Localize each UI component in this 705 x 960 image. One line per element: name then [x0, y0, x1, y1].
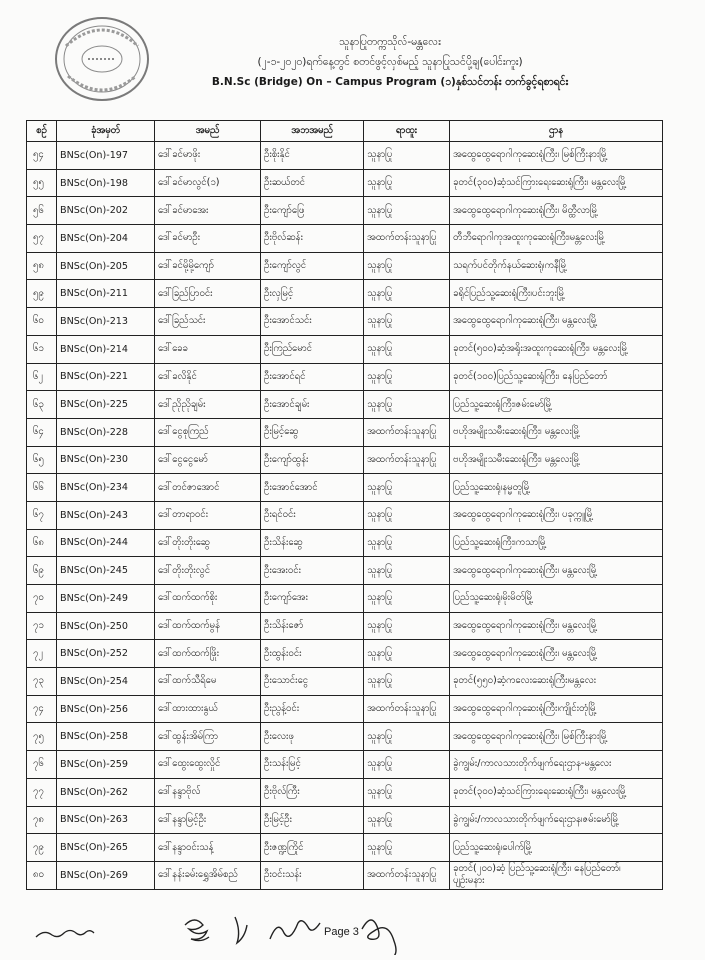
cell-rank: သူနာပြု — [364, 778, 450, 806]
cell-department: ဗဟိုအမျိုးသမီးဆေးရုံကြီး၊ မန္တလေးမြို့ — [450, 446, 663, 474]
cell-roll-no: BNSc(On)-225 — [57, 391, 155, 419]
table-row — [27, 751, 663, 779]
cell-department: သရက်ပင်တိုက်နယ်ဆေးရုံ၊ကနီမြို့ — [450, 252, 663, 280]
cell-roll-no: BNSc(On)-254 — [57, 668, 155, 696]
col-header-serial: စဉ် — [27, 121, 57, 142]
cell-serial: ၇၁ — [27, 612, 57, 640]
cell-roll-no: BNSc(On)-243 — [57, 501, 155, 529]
cell-serial: ၆၇ — [27, 501, 57, 529]
col-header-father-name: အဘအမည် — [261, 121, 364, 142]
cell-father-name: ဦးရင်ဝင်း — [261, 501, 364, 529]
cell-father-name: ဦးသိန်းဇော် — [261, 612, 364, 640]
cell-roll-no: BNSc(On)-249 — [57, 585, 155, 613]
cell-serial: ၆၅ — [27, 446, 57, 474]
table-row — [27, 612, 663, 640]
cell-serial: ၇၄ — [27, 695, 57, 723]
table-row — [27, 169, 663, 197]
cell-name: ဒေါ်နန္ဒာဝင်းသန့် — [155, 834, 261, 862]
cell-roll-no: BNSc(On)-228 — [57, 418, 155, 446]
header-university: သူနာပြုတက္ကသိုလ်-မန္တလေး — [339, 36, 441, 48]
col-header-rank: ရာထူး — [364, 121, 450, 142]
department-line-1: ခုတင်(၂၀၀)ဆံ့ ပြည်သူ့ဆေးရုံကြီး၊ နေပြည်တော်၊ — [453, 863, 621, 875]
table-row — [27, 474, 663, 502]
cell-serial: ၆၄ — [27, 418, 57, 446]
table-row — [27, 418, 663, 446]
cell-name: ဒေါ်နန်းခမ်းရွှေအိမ်စည် — [155, 861, 261, 889]
cell-rank: သူနာပြု — [364, 308, 450, 336]
cell-department: ခုတင်(၁၀၀)ပြည်သူ့ဆေးရုံကြီး၊ နေပြည်တော် — [450, 363, 663, 391]
cell-father-name: ဦးဗိုလ်ကြီး — [261, 778, 364, 806]
cell-department: ခုတင်(၅၀၀)ဆံ့အရိုးအထူးကုဆေးရုံကြီး၊ မန္တလေးမြို့ — [450, 335, 663, 363]
cell-father-name: ဦးမြင့်ဆွေ — [261, 418, 364, 446]
cell-roll-no: BNSc(On)-198 — [57, 169, 155, 197]
cell-serial: ၇၀ — [27, 585, 57, 613]
cell-name: ဒေါ်ခေခ — [155, 335, 261, 363]
cell-father-name: ဦးအေးဝင်း — [261, 557, 364, 585]
cell-name: ဒေါ်ခြည်သင်း — [155, 308, 261, 336]
cell-serial: ၆၈ — [27, 529, 57, 557]
cell-father-name: ဦးအောင်ရင် — [261, 363, 364, 391]
table-row — [27, 501, 663, 529]
cell-name: ဒေါ်ခြည်ပြာဝင်း — [155, 280, 261, 308]
cell-department: ခွဲကျွမ်း/ကာလသားတိုက်ဖျက်ရေးဌာန၊ဇမ်းမော်မြို့ — [450, 806, 663, 834]
cell-name: ဒေါ်ထက်သီရိမေ — [155, 668, 261, 696]
cell-name: ဒေါ်တင်ဇာအောင် — [155, 474, 261, 502]
signatures-handwritten — [30, 905, 330, 955]
cell-department: အထွေထွေရောဂါကုဆေးရုံကြီး၊ မန္တလေးမြို့ — [450, 612, 663, 640]
table-row — [27, 668, 663, 696]
cell-roll-no: BNSc(On)-244 — [57, 529, 155, 557]
table-row — [27, 225, 663, 253]
cell-rank: သူနာပြု — [364, 668, 450, 696]
cell-roll-no: BNSc(On)-265 — [57, 834, 155, 862]
cell-roll-no: BNSc(On)-234 — [57, 474, 155, 502]
table-row — [27, 640, 663, 668]
cell-rank: သူနာပြု — [364, 142, 450, 170]
col-header-department: ဌာန — [450, 121, 663, 142]
cell-department: ခရိုင်ပြည်သူ့ဆေးရုံကြီး၊ပင်းဘူးမြို့ — [450, 280, 663, 308]
cell-father-name: ဦးဝင်းသန်း — [261, 861, 364, 889]
cell-name: ဒေါ်ခင်မာဖိုး — [155, 142, 261, 170]
cell-serial: ၅၇ — [27, 225, 57, 253]
cell-father-name: ဦးကျော်လွင် — [261, 252, 364, 280]
cell-department: ဗဟိုအမျိုးသမီးဆေးရုံကြီး၊ မန္တလေးမြို့ — [450, 418, 663, 446]
cell-department: ခုတင်(၃၀၀)ဆံ့သင်ကြားရေးဆေးရုံကြီး၊ မန္တလေးမြို့ — [450, 778, 663, 806]
cell-father-name: ဦးကြည်မောင် — [261, 335, 364, 363]
cell-father-name: ဦးဗိုလ်ဆန်း — [261, 225, 364, 253]
cell-rank: သူနာပြု — [364, 557, 450, 585]
cell-rank: အထက်တန်းသူနာပြု — [364, 418, 450, 446]
col-header-name: အမည် — [155, 121, 261, 142]
cell-father-name: ဦးသိန်းဆွေ — [261, 529, 364, 557]
cell-rank: သူနာပြု — [364, 252, 450, 280]
cell-department: အထွေထွေရောဂါကုဆေးရုံကြီး၊ မြစ်ကြီးနားမြို့ — [450, 142, 663, 170]
cell-serial: ၇၃ — [27, 668, 57, 696]
table-row — [27, 585, 663, 613]
cell-department: တီဘီရောဂါကုအထူးကုဆေးရုံကြီး၊မန္တလေးမြို့ — [450, 225, 663, 253]
cell-father-name: ဦးအောင်ချမ်း — [261, 391, 364, 419]
cell-rank: သူနာပြု — [364, 612, 450, 640]
cell-rank: သူနာပြု — [364, 197, 450, 225]
cell-serial: ၅၅ — [27, 169, 57, 197]
cell-roll-no: BNSc(On)-245 — [57, 557, 155, 585]
cell-father-name: ဦးကျော်အေး — [261, 585, 364, 613]
table-row — [27, 723, 663, 751]
cell-name: ဒေါ်တိုးတိုးလွင် — [155, 557, 261, 585]
cell-father-name: ဦးအောင်သင်း — [261, 308, 364, 336]
col-header-roll-no: ခုံအမှတ် — [57, 121, 155, 142]
cell-name: ဒေါ်နန္ဒာမြင့်ဦး — [155, 806, 261, 834]
cell-serial: ၈၀ — [27, 861, 57, 889]
cell-father-name: ဦးလှမြင့် — [261, 280, 364, 308]
table-row — [27, 834, 663, 862]
cell-name: ဒေါ်ထွေးထွေးလှိုင် — [155, 751, 261, 779]
cell-rank: သူနာပြု — [364, 640, 450, 668]
table-body — [27, 142, 663, 890]
cell-department: အထွေထွေရောဂါကုဆေးရုံကြီး၊ မိတ္ထီလာမြို့ — [450, 197, 663, 225]
cell-rank: အထက်တန်းသူနာပြု — [364, 446, 450, 474]
table-row — [27, 363, 663, 391]
cell-department — [450, 861, 663, 889]
cell-rank: သူနာပြု — [364, 474, 450, 502]
cell-father-name: ဦးကျော်ထွန်း — [261, 446, 364, 474]
cell-father-name: ဦးထွန်းဝင်း — [261, 640, 364, 668]
cell-serial: ၅၉ — [27, 280, 57, 308]
cell-roll-no: BNSc(On)-269 — [57, 861, 155, 889]
cell-father-name: ဦးအောင်အောင် — [261, 474, 364, 502]
cell-serial: ၇၈ — [27, 806, 57, 834]
cell-rank: အထက်တန်းသူနာပြု — [364, 861, 450, 889]
cell-roll-no: BNSc(On)-250 — [57, 612, 155, 640]
table-row — [27, 806, 663, 834]
cell-name: ဒေါ်ခင်မာလွင်(၁) — [155, 169, 261, 197]
cell-roll-no: BNSc(On)-256 — [57, 695, 155, 723]
cell-department: အထွေထွေရောဂါကုဆေးရုံကြီး၊ မန္တလေးမြို့ — [450, 557, 663, 585]
cell-rank: သူနာပြု — [364, 363, 450, 391]
table-row — [27, 529, 663, 557]
cell-roll-no: BNSc(On)-230 — [57, 446, 155, 474]
cell-serial: ၆၀ — [27, 308, 57, 336]
cell-serial: ၅၆ — [27, 197, 57, 225]
cell-name: ဒေါ်တိုးတိုးဆွေ — [155, 529, 261, 557]
cell-roll-no: BNSc(On)-205 — [57, 252, 155, 280]
cell-rank: သူနာပြု — [364, 585, 450, 613]
cell-father-name: ဦးညွန့်ဝင်း — [261, 695, 364, 723]
official-seal-stamp — [52, 14, 152, 104]
cell-father-name: ဦးသောင်းငွေ — [261, 668, 364, 696]
cell-rank: သူနာပြု — [364, 280, 450, 308]
cell-serial: ၆၉ — [27, 557, 57, 585]
table-row — [27, 252, 663, 280]
cell-roll-no: BNSc(On)-202 — [57, 197, 155, 225]
cell-rank: သူနာပြု — [364, 806, 450, 834]
cell-roll-no: BNSc(On)-262 — [57, 778, 155, 806]
header-program-title: B.N.Sc (Bridge) On – Campus Program (၁)နှစ်သင်တန်း တက်ခွင့်ရစာရင်း — [211, 76, 569, 88]
table-row — [27, 391, 663, 419]
cell-department: ခုတင်(၅၅၀)ဆံ့ကလေးဆေးရုံကြီး၊မန္တလေး — [450, 668, 663, 696]
cell-name: ဒေါ်ထက်ထက်ဖြိုး — [155, 640, 261, 668]
cell-roll-no: BNSc(On)-221 — [57, 363, 155, 391]
cell-serial: ၅၄ — [27, 142, 57, 170]
cell-name: ဒေါ်ထားထားနွယ် — [155, 695, 261, 723]
cell-rank: သူနာပြု — [364, 529, 450, 557]
table-header-row — [27, 121, 663, 142]
table-row — [27, 861, 663, 889]
cell-serial: ၇၅ — [27, 723, 57, 751]
header-course-date: (၂-၁-၂၀၂၀)ရက်နေ့တွင် စတင်ဖွင့်လှစ်မည့် သူနာပြုသင်ပို့ချ(ပေါင်းကူး) — [257, 56, 523, 68]
cell-serial: ၇၂ — [27, 640, 57, 668]
cell-rank: သူနာပြု — [364, 501, 450, 529]
cell-roll-no: BNSc(On)-252 — [57, 640, 155, 668]
cell-rank: သူနာပြု — [364, 723, 450, 751]
admission-list-table — [26, 120, 663, 890]
cell-father-name: ဦးဆယ်တင် — [261, 169, 364, 197]
cell-name: ဒေါ်ငွေစုကြည် — [155, 418, 261, 446]
cell-serial: ၇၉ — [27, 834, 57, 862]
cell-department: အထွေထွေရောဂါကုဆေးရုံကြီး၊ကျိုင်းတုံမြို့ — [450, 695, 663, 723]
cell-rank: သူနာပြု — [364, 335, 450, 363]
cell-name: ဒေါ်ခင်မာဦး — [155, 225, 261, 253]
cell-department: ပြည်သူ့ဆေးရုံ၊နမ္မတူမြို့ — [450, 474, 663, 502]
document-header — [150, 32, 630, 92]
cell-department: အထွေထွေရောဂါကုဆေးရုံကြီး၊ မန္တလေးမြို့ — [450, 308, 663, 336]
cell-department: ပြည်သူ့ဆေးရုံကြီး၊ကသာမြို့ — [450, 529, 663, 557]
cell-father-name: ဦးမြင့်ဦး — [261, 806, 364, 834]
cell-serial: ၆၆ — [27, 474, 57, 502]
cell-rank: သူနာပြု — [364, 169, 450, 197]
cell-name: ဒေါ်တာရာဝင်း — [155, 501, 261, 529]
department-line-2: ပျဉ်းမနား — [453, 875, 485, 887]
signature-right — [352, 905, 422, 955]
table-row — [27, 308, 663, 336]
cell-name: ဒေါ်ခင်မာအေး — [155, 197, 261, 225]
cell-name: ဒေါ်ခင်မို့မို့ကျော် — [155, 252, 261, 280]
cell-roll-no: BNSc(On)-213 — [57, 308, 155, 336]
cell-name: ဒေါ်နန္ဒာဗိုလ် — [155, 778, 261, 806]
cell-serial: ၆၃ — [27, 391, 57, 419]
table-row — [27, 335, 663, 363]
cell-department: အထွေထွေရောဂါကုဆေးရုံကြီး၊ ပခုက္ကူမြို့ — [450, 501, 663, 529]
cell-rank: သူနာပြု — [364, 391, 450, 419]
cell-father-name: ဦးသန်းမြင့် — [261, 751, 364, 779]
cell-department: ပြည်သူ့ဆေးရုံ၊ပေါက်မြို့ — [450, 834, 663, 862]
cell-serial: ၆၂ — [27, 363, 57, 391]
table-row — [27, 197, 663, 225]
cell-name: ဒေါ်ထက်ထက်မွန် — [155, 612, 261, 640]
cell-name: ဒေါ်ညိုညိုချမ်း — [155, 391, 261, 419]
cell-rank: အထက်တန်းသူနာပြု — [364, 695, 450, 723]
page-number: Page 3 — [324, 926, 359, 938]
cell-serial: ၅၈ — [27, 252, 57, 280]
cell-rank: အထက်တန်းသူနာပြု — [364, 225, 450, 253]
table-row — [27, 446, 663, 474]
table-row — [27, 695, 663, 723]
cell-roll-no: BNSc(On)-211 — [57, 280, 155, 308]
cell-name: ဒေါ်ထက်ထက်စိုး — [155, 585, 261, 613]
cell-department: အထွေထွေရောဂါကုဆေးရုံကြီး၊ မြစ်ကြီးနားမြို့ — [450, 723, 663, 751]
cell-father-name: ဦးစိုးနိုင် — [261, 142, 364, 170]
cell-name: ဒေါ်ငွေငွေမော် — [155, 446, 261, 474]
cell-department: ခုတင်(၃၀၀)ဆံ့သင်ကြားရေးဆေးရုံကြီး၊ မန္တလေးမြို့ — [450, 169, 663, 197]
cell-name: ဒေါ်ထွန်းအိမ်ကြာ — [155, 723, 261, 751]
table-row — [27, 142, 663, 170]
cell-department: အထွေထွေရောဂါကုဆေးရုံကြီး၊ မန္တလေးမြို့ — [450, 640, 663, 668]
cell-roll-no: BNSc(On)-197 — [57, 142, 155, 170]
cell-rank: သူနာပြု — [364, 834, 450, 862]
cell-roll-no: BNSc(On)-204 — [57, 225, 155, 253]
cell-serial: ၇၇ — [27, 778, 57, 806]
cell-serial: ၆၁ — [27, 335, 57, 363]
cell-roll-no: BNSc(On)-214 — [57, 335, 155, 363]
cell-department: ပြည်သူ့ဆေးရုံကြီး၊ဇမ်းမော်မြို့ — [450, 391, 663, 419]
cell-roll-no: BNSc(On)-259 — [57, 751, 155, 779]
cell-father-name: ဦးလေးဖု — [261, 723, 364, 751]
cell-department: ခွဲကျွမ်း/ကာလသားတိုက်ဖျက်ရေးဌာန-မန္တလေး — [450, 751, 663, 779]
cell-rank: သူနာပြု — [364, 751, 450, 779]
table-row — [27, 778, 663, 806]
cell-serial: ၇၆ — [27, 751, 57, 779]
table-row — [27, 280, 663, 308]
cell-roll-no: BNSc(On)-258 — [57, 723, 155, 751]
cell-name: ဒေါ်ခလိနိုင် — [155, 363, 261, 391]
cell-father-name: ဦးကျော်ဖြေ — [261, 197, 364, 225]
cell-roll-no: BNSc(On)-263 — [57, 806, 155, 834]
cell-father-name: ဦးဇဏ္ဍကြိုင် — [261, 834, 364, 862]
table-row — [27, 557, 663, 585]
cell-department: ပြည်သူ့ဆေးရုံ၊မိုးမိတ်မြို့ — [450, 585, 663, 613]
